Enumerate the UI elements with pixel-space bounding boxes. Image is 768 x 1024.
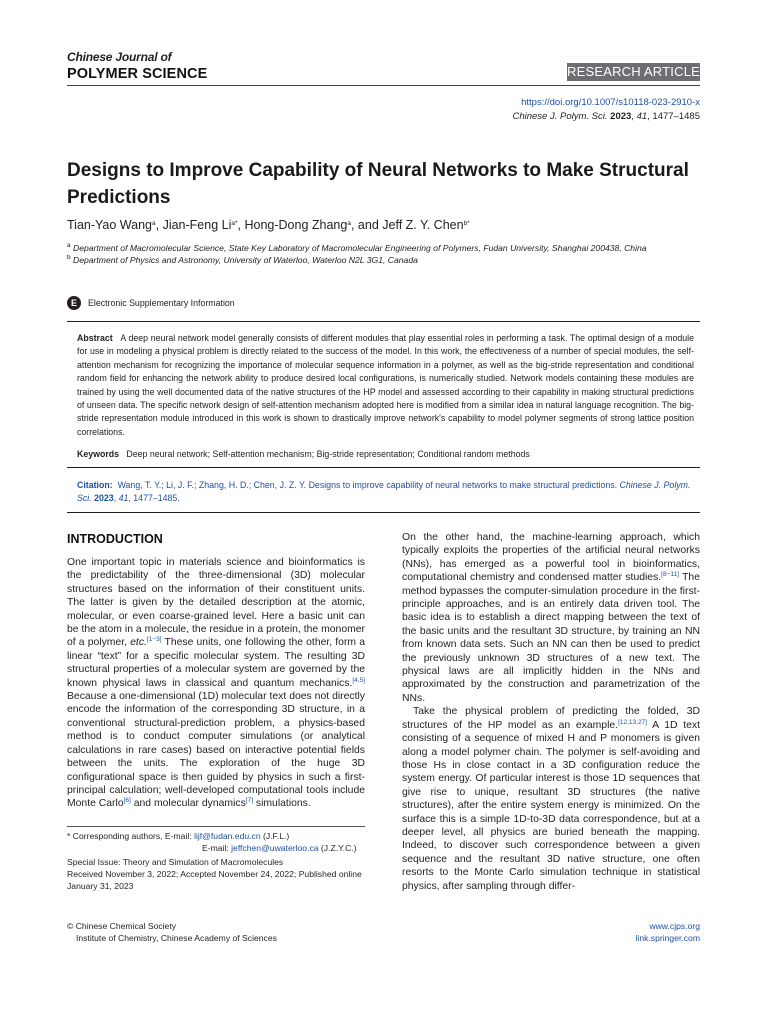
corresponding-email-2 <box>202 843 402 855</box>
citation-journal: Chinese J. Polym. Sci. <box>77 480 691 504</box>
reference-link[interactable]: [8−11] <box>661 571 679 579</box>
footnote-rule <box>67 826 365 827</box>
society-name: © Chinese Chemical Society <box>67 921 177 931</box>
received-dates: Received November 3, 2022; Accepted November 24, 2022; Published online January 31, 2023 <box>67 869 362 891</box>
affiliation-b <box>67 255 418 265</box>
paragraph <box>67 556 365 811</box>
reference-link[interactable]: [7] <box>245 797 254 805</box>
paragraph <box>402 705 700 893</box>
reference-link[interactable]: [1−3] <box>146 636 162 644</box>
cite-journal: Chinese J. Polym. Sci. <box>512 111 608 122</box>
citation-year: 2023 <box>94 493 114 504</box>
reference-link[interactable]: [4,5] <box>352 676 365 684</box>
text-run: These units, one following the other, form a linear “text” for a specific molecular system. The resulting 3D structural properties of a molecular system are governed by the known physical laws in classical and quantum mechanics. <box>67 637 366 689</box>
email-owner: (J.F.L.) <box>260 831 290 841</box>
article-type-badge: RESEARCH ARTICLE <box>567 64 700 79</box>
keywords-label: Keywords <box>77 449 120 459</box>
abstract-label: Abstract <box>77 333 113 343</box>
reference-link[interactable]: [6] <box>123 797 131 805</box>
esi-label: Electronic Supplementary Information <box>88 298 235 308</box>
citation-block[interactable]: Citation: Wang, T. Y.; Li, J. F.; Zhang, H. D.; Chen, J. Z. Y. Designs to improve capability of neural networks to make structural predictions. Chinese J. Polym. Sci. 2023, 41, 1477–1485. <box>77 480 691 504</box>
author-affil-mark: a <box>347 220 351 227</box>
esi-icon: E <box>67 296 81 310</box>
citation-pages: , 1477–1485. <box>128 493 180 504</box>
reference-link[interactable]: [12,13,27] <box>618 718 647 726</box>
text-run: and molecular dynamics <box>130 798 246 810</box>
journal-website-link[interactable]: www.cjps.org <box>649 921 700 931</box>
corresponding-authors <box>67 831 365 843</box>
affiliation-a <box>67 243 647 253</box>
affil-mark: b <box>67 254 71 261</box>
author-affil-mark: a* <box>231 220 238 227</box>
text-run: Take the physical problem of predicting the folded, 3D structures of the HP model as an example. <box>402 706 700 731</box>
author-name: Jian-Feng Li <box>162 218 232 232</box>
author-affil-mark: a <box>152 220 156 227</box>
affil-text: Department of Physics and Astronomy, University of Waterloo, Waterloo N2L 3G1, Canada <box>73 255 418 265</box>
journal-citation-line: Chinese J. Polym. Sci. 2023, 41, 1477–1485 <box>512 111 700 122</box>
keywords-text: Deep neural network; Self-attention mechanism; Big-stride representation; Conditional random methods <box>126 449 530 459</box>
abstract-text: A deep neural network model generally consists of different modules that play essential roles in performing a task. The optimal design of a module for use in modeling a physical problem is directly related to the success of the model. In this work, the effectiveness of a number of special modules, the self-attention mechanism for recognizing the importance of molecular sequence information in a polymer, as well as the big-stride representation and conditional random field for enhancing the network ability to produce desired local configurations, is numerically studied. Network models containing these modules are trained by using the well documented data of the native structures of the HP model and assessed according to their capability in making structural predictions of unseen data. The specific network design of self-attention mechanism adopted here is modified from a similar idea in natural language recognition. The big-stride representation module introduced in this work is shown to drastically improve network's capability to model polymer segments of strong lattice position correlations. <box>77 333 694 437</box>
text-run: One important topic in materials science and bioinformatics is the predictability of the three-dimensional (3D) molecular structures based on the information of their constituent units. The latter is given by the detailed description at the atomic, molecular, or even coarse-grained level. Here a basic unit can be the atom in a molecule, the residue in a protein, the monomer of a polymer, <box>67 557 365 649</box>
citation-text: Wang, T. Y.; Li, J. F.; Zhang, H. D.; Chen, J. Z. Y. Designs to improve capability of neural networks to make structural predictions. <box>117 480 618 490</box>
springer-link[interactable]: link.springer.com <box>635 932 700 943</box>
paragraph <box>402 531 700 705</box>
email-link[interactable]: lijf@fudan.edu.cn <box>194 831 261 841</box>
publisher-footer <box>67 921 277 944</box>
author-name: Hong-Dong Zhang <box>244 218 348 232</box>
abstract-top-rule <box>67 321 700 322</box>
affil-mark: a <box>67 242 71 249</box>
section-heading-introduction: INTRODUCTION <box>67 532 163 546</box>
author-name: Tian-Yao Wang <box>67 218 152 232</box>
special-issue-note: Special Issue: Theory and Simulation of Macromolecules <box>67 857 284 867</box>
text-run: A 1D text consisting of a sequence of mixed H and P monomers is given along a model polymer chain. The polymer is self-avoiding and those Hs in close contact in a 3D configuration reduce the system energy. Of particular interest is those 1D sequences that give rise to unique, resultant 3D structures (the native structures), after the entire system energy is minimized. On the surface this is a simple 1D-to-3D data correspondence, but at a deeper level, all physics are buried beneath the mapping. Indeed, to discover such correspondence between a given sequence and the resultant 3D native structure, one often resorts to the Monte Carlo simulation technique in statistical physics, after sampling through differ- <box>402 719 700 892</box>
journal-name-main: POLYMER SCIENCE <box>67 66 208 82</box>
keywords-block <box>77 449 694 459</box>
citation-volume: 41 <box>118 493 129 504</box>
header-divider <box>67 85 700 86</box>
cite-volume: 41 <box>636 111 648 122</box>
email-owner: (J.Z.Y.C.) <box>318 843 357 853</box>
text-run: simulations. <box>253 798 311 810</box>
institute-name: Institute of Chemistry, Chinese Academy of Sciences <box>76 932 277 943</box>
text-run: The method bypasses the computer-simulation procedure in the first-principle approaches, and is an entirely data driven tool. The basic idea is to establish a direct mapping between the text of the basic units and the resultant 3D structure, by training an NN from known data sets. Such an NN can then be used to predict the previously unknown 3D structures of a new text. The physical laws are all implicitly hidden in the NNs and approximated by the construction and parametrization of the NNs. <box>402 572 700 704</box>
citation-bottom-rule <box>67 512 700 513</box>
email-link[interactable]: jeffchen@uwaterloo.ca <box>231 843 319 853</box>
corr-label: E-mail: <box>202 843 232 853</box>
citation-label: Citation: <box>77 480 113 490</box>
affil-text: Department of Macromolecular Science, State Key Laboratory of Macromolecular Engineering of Polymers, Fudan University, Shanghai 200438, China <box>73 243 647 253</box>
doi-link[interactable]: https://doi.org/10.1007/s10118-023-2910-x <box>521 97 700 108</box>
author-affil-mark: b* <box>463 220 470 227</box>
text-run: etc. <box>130 637 147 649</box>
body-left-column <box>67 556 365 811</box>
corr-label: * Corresponding authors, E-mail: <box>67 831 195 841</box>
article-title: Designs to Improve Capability of Neural Networks to Make Structural Predictions <box>67 160 689 208</box>
text-run: On the other hand, the machine-learning approach, which typically exploits the properties of the artificial neural networks (NNs), has emerged as a powerful tool in bioinformatics, computational chemistry and condensed matter studies. <box>402 532 700 584</box>
text-run: Because a one-dimensional (1D) molecular text does not directly encode the information of the corresponding 3D structure, in a conventional structural-prediction problem, a physics-based method is to conduct computer simulations (or analytical calculations in rare cases) based on interactive potential fields between the units. The exploration of the huge 3D configurational space is then guided by physics in such a first-principal calculation; well-developed computational tools include Monte Carlo <box>67 691 365 810</box>
keywords-bottom-rule <box>67 467 700 468</box>
esi-link[interactable] <box>67 296 235 310</box>
cite-pages: , 1477–1485 <box>647 111 700 122</box>
abstract-block <box>77 332 694 439</box>
body-right-column <box>402 531 700 893</box>
website-footer <box>636 921 700 944</box>
author-name: Jeff Z. Y. Chen <box>382 218 464 232</box>
journal-name-top: Chinese Journal of <box>67 50 172 64</box>
author-list: Tian-Yao Wang$^a$, Jian-Feng $Li^{a*}$, Hong-Dong Zhang$^a$, and Jeff Z. Y. Chen$^{b*}$ <box>67 218 470 232</box>
cite-year: 2023 <box>610 111 632 122</box>
